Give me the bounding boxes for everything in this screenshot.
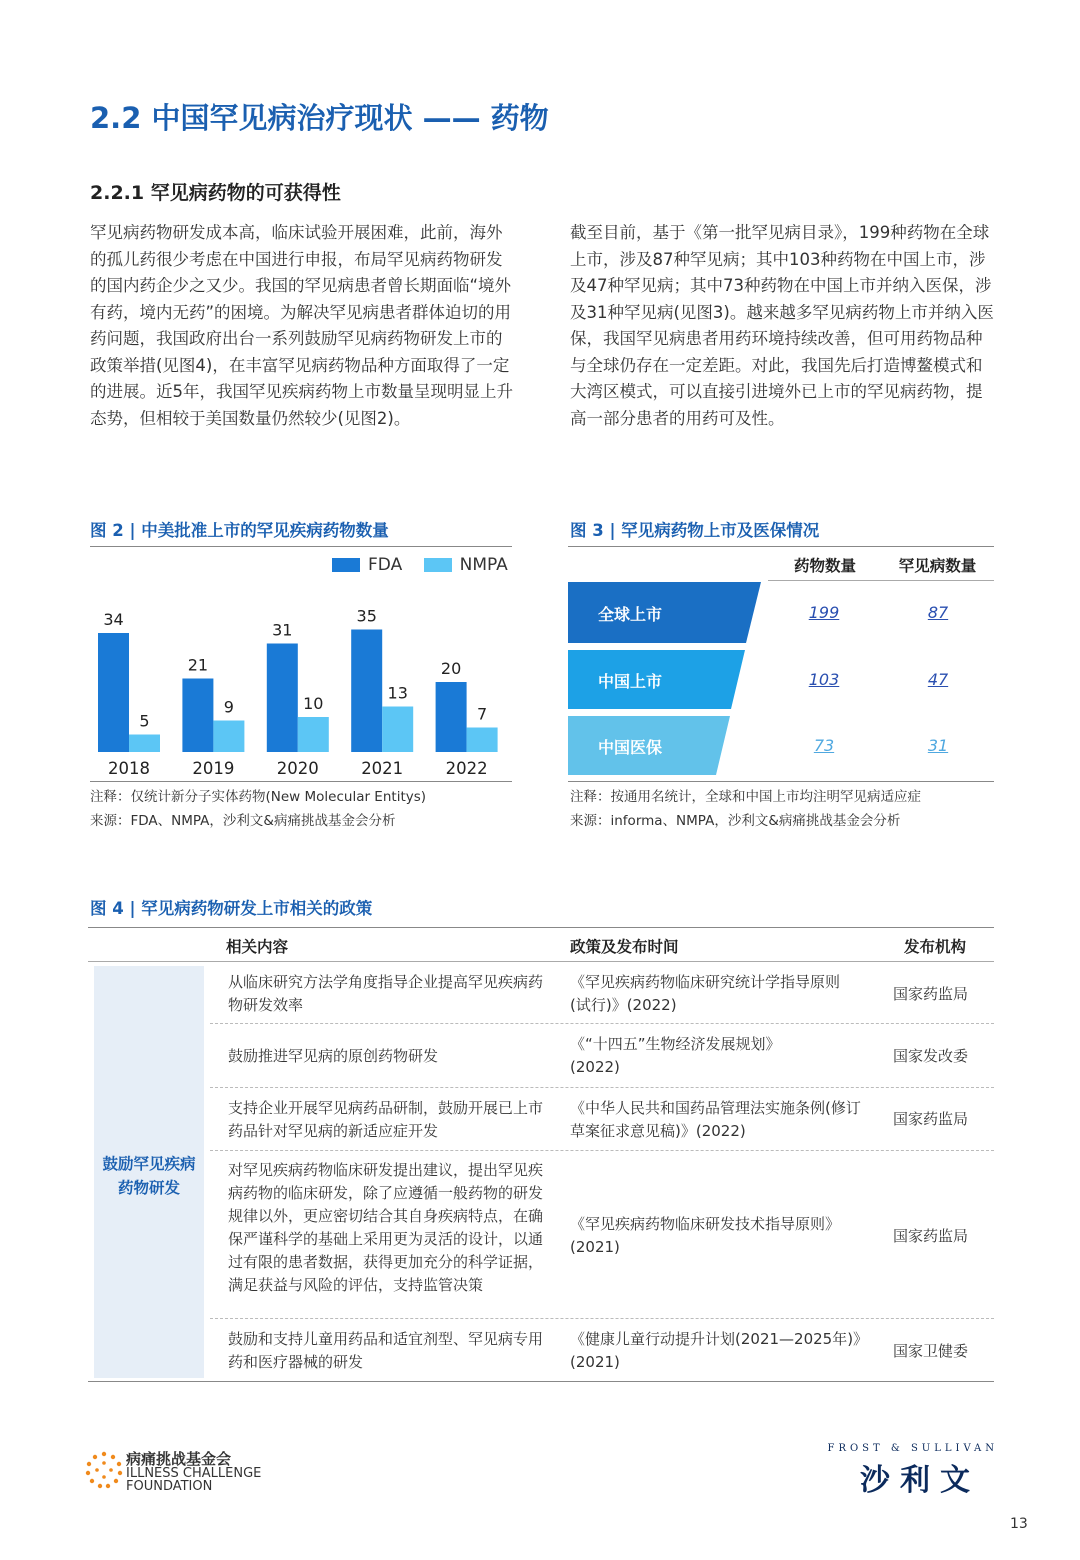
bar-fda-2019 <box>182 679 213 753</box>
bar-nmpa-2020 <box>298 717 329 752</box>
bar-label-fda-2021: 35 <box>356 606 377 626</box>
bar-nmpa-2018 <box>129 735 160 753</box>
fig4-col-policy: 政策及发布时间 <box>570 938 679 956</box>
frost-sullivan-cn: 沙利文 <box>860 1463 980 1498</box>
ifc-logo <box>84 1448 294 1492</box>
bar-nmpa-2022 <box>467 728 498 753</box>
bar-label-nmpa-2020: 10 <box>303 694 324 713</box>
bar-fda-2021 <box>351 630 382 753</box>
fig2-source: 来源：FDA、NMPA，沙利文&病痛挑战基金会分析 <box>90 813 396 829</box>
legend-label-nmpa: NMPA <box>459 555 508 575</box>
fig4-row2-policy: 《“十四五”生物经济发展规划》(2022) <box>570 1035 781 1076</box>
fig2-legend <box>332 555 508 575</box>
fig3-header-rule <box>768 580 994 581</box>
bar-label-fda-2022: 20 <box>440 659 462 678</box>
fig3-top-rule <box>568 546 994 547</box>
page-number: 13 <box>1010 1516 1028 1532</box>
fig4-row3-org: 国家药监局 <box>893 1110 969 1128</box>
fig4-col-org: 发布机构 <box>904 938 967 956</box>
fig4-row-divider <box>210 1150 994 1151</box>
fig2-note: 注释：仅统计新分子实体药物(New Molecular Entitys) <box>90 789 427 805</box>
fig3-row-china <box>568 650 745 709</box>
fig4-row5-org: 国家卫健委 <box>893 1342 969 1360</box>
fig4-row2-content: 鼓励推进罕见病的原创药物研发 <box>228 1047 439 1065</box>
bar-label-fda-2018: 34 <box>103 610 124 629</box>
fig4-title: 图 4 | 罕见病药物研发上市相关的政策 <box>90 899 373 918</box>
bar-fda-2018 <box>98 633 129 752</box>
fig3-band-global-shape <box>568 582 761 643</box>
bar-label-nmpa-2018: 5 <box>139 711 150 731</box>
legend-label-fda: FDA <box>368 555 403 575</box>
fig4-bottom-rule <box>88 1381 994 1382</box>
fig4-row4-org: 国家药监局 <box>893 1227 969 1245</box>
subsection-heading: 2.2.1 罕见病药物的可获得性 <box>90 182 341 204</box>
fig2-title: 图 2 | 中美批准上市的罕见疾病药物数量 <box>90 521 389 540</box>
fig4-row1-policy: 《罕见疾病药物临床研究统计学指导原则(试行)》(2022) <box>570 973 841 1014</box>
fig3-col-drugs: 药物数量 <box>793 557 856 575</box>
fig4-row-divider <box>210 1318 994 1319</box>
bar-label-fda-2019: 21 <box>187 655 209 675</box>
bar-label-nmpa-2019: 9 <box>223 697 234 717</box>
fig2-bottom-rule <box>90 781 512 782</box>
fig3-bottom-rule <box>568 781 994 782</box>
fig3-drugs-insurance[interactable]: 73 <box>813 736 835 755</box>
x-tick-label-2018: 2018 <box>108 759 150 778</box>
frost-sullivan-logo <box>820 1443 998 1498</box>
fig4-row2-org: 国家发改委 <box>893 1047 969 1065</box>
paragraph-right: 截至目前，基于《第一批罕见病目录》，199种药物在全球上市，涉及87种罕见病；其中103种药物在中国上市，涉及47种罕见病；其中73种药物在中国上市并纳入医保，涉及31种罕见病(见图3)。越来越多罕见病药物上市并纳入医保，我国罕见病患者用药环境持续改善，但可用药物品种与全球仍存在一定差距。对此，我国先后打造博鳌模式和大湾区模式，可以直接引进境外已上市的罕见病药物，提高一部分患者的用药可及性。 <box>570 223 994 428</box>
fig4-header-rule <box>88 961 994 962</box>
section-heading: 2.2 中国罕见病治疗现状 —— 药物 <box>90 101 549 135</box>
fig4-group-label: 鼓励罕见疾病药物研发 <box>102 1155 196 1197</box>
fig3-row-insurance <box>568 716 730 775</box>
bar-nmpa-2021 <box>382 707 413 753</box>
fig3-title: 图 3 | 罕见病药物上市及医保情况 <box>570 521 820 540</box>
fig4-row4-policy: 《罕见疾病药物临床研发技术指导原则》(2021) <box>570 1215 841 1256</box>
fig4-row4-content: 对罕见疾病药物临床研发提出建议，提出罕见疾病药物的临床研发，除了应遵循一般药物的研发规律以外，更应密切结合其自身疾病特点，在确保严谨科学的基础上采用更为灵活的设计，以通过有限的患者数据，获得更加充分的科学证据，满足获益与风险的评估，支持监管决策 <box>228 1161 544 1294</box>
fig3-drugs-global[interactable]: 199 <box>808 603 840 622</box>
fig3-diseases-china[interactable]: 47 <box>927 670 949 689</box>
fig3-col-diseases: 罕见病数量 <box>898 557 977 575</box>
fig4-row-divider <box>210 1087 994 1088</box>
fig3-row-global <box>568 582 761 643</box>
x-tick-label-2022: 2022 <box>445 759 488 778</box>
fig4-row-divider <box>210 1023 994 1024</box>
fig3-note: 注释：按通用名统计，全球和中国上市均注明罕见病适应症 <box>570 789 921 805</box>
bar-nmpa-2019 <box>213 721 244 753</box>
fig4-col-content: 相关内容 <box>226 938 289 956</box>
bar-label-nmpa-2022: 7 <box>477 704 488 724</box>
bar-label-fda-2020: 31 <box>272 620 293 640</box>
fig3-source: 来源：informa、NMPA，沙利文&病痛挑战基金会分析 <box>570 813 901 829</box>
fig3-label-insurance: 中国医保 <box>598 738 663 757</box>
bar-fda-2020 <box>267 644 298 753</box>
fig4-row1-org: 国家药监局 <box>893 985 969 1003</box>
fig3-diseases-global[interactable]: 87 <box>927 603 949 622</box>
fig4-row1-content: 从临床研究方法学角度指导企业提高罕见疾病药物研发效率 <box>228 973 544 1014</box>
x-tick-label-2020: 2020 <box>276 759 319 778</box>
fig2-bar-chart <box>90 580 512 780</box>
bar-label-nmpa-2021: 13 <box>387 683 408 703</box>
fig4-row5-content: 鼓励和支持儿童用药品和适宜剂型、罕见病专用药和医疗器械的研发 <box>228 1330 544 1371</box>
fig4-row5-policy: 《健康儿童行动提升计划(2021—2025年)》(2021) <box>570 1330 861 1371</box>
ifc-logo-en2: FOUNDATION <box>126 1479 213 1494</box>
fig4-top-rule <box>88 927 994 928</box>
fig3-diseases-insurance[interactable]: 31 <box>927 736 949 755</box>
x-tick-label-2021: 2021 <box>361 759 404 778</box>
fig4-row3-content: 支持企业开展罕见病药品研制，鼓励开展已上市药品针对罕见病的新适应症开发 <box>228 1099 544 1140</box>
fig3-drugs-china[interactable]: 103 <box>808 670 840 689</box>
fig3-label-global: 全球上市 <box>598 605 663 624</box>
legend-swatch-nmpa <box>424 558 452 572</box>
fig4-row3-policy: 《中华人民共和国药品管理法实施条例(修订草案征求意见稿)》(2022) <box>570 1099 861 1140</box>
fig3-band-global <box>568 582 761 643</box>
bar-fda-2022 <box>436 682 467 752</box>
frost-sullivan-en: FROST & SULLIVAN <box>827 1443 998 1454</box>
x-tick-label-2019: 2019 <box>192 759 235 778</box>
ifc-logo-mark <box>84 1450 124 1490</box>
fig2-top-rule <box>90 546 512 547</box>
paragraph-left: 罕见病药物研发成本高，临床试验开展困难，此前，海外的孤儿药很少考虑在中国进行申报，布局罕见病药物研发的国内药企少之又少。我国的罕见病患者曾长期面临“境外有药，境内无药”的困境。为解决罕见病患者群体迫切的用药问题，我国政府出台一系列鼓励罕见病药物研发上市的政策举措(见图4)，在丰富罕见病药物品种方面取得了一定的进展。近5年，我国罕见疾病药物上市数量呈现明显上升态势，但相较于美国数量仍然较少(见图2)。 <box>90 223 513 428</box>
ifc-logo-en1: ILLNESS CHALLENGE <box>126 1466 262 1481</box>
legend-swatch-fda <box>332 558 360 572</box>
ifc-logo-cn: 病痛挑战基金会 <box>126 1450 232 1468</box>
fig3-label-china: 中国上市 <box>598 672 663 691</box>
